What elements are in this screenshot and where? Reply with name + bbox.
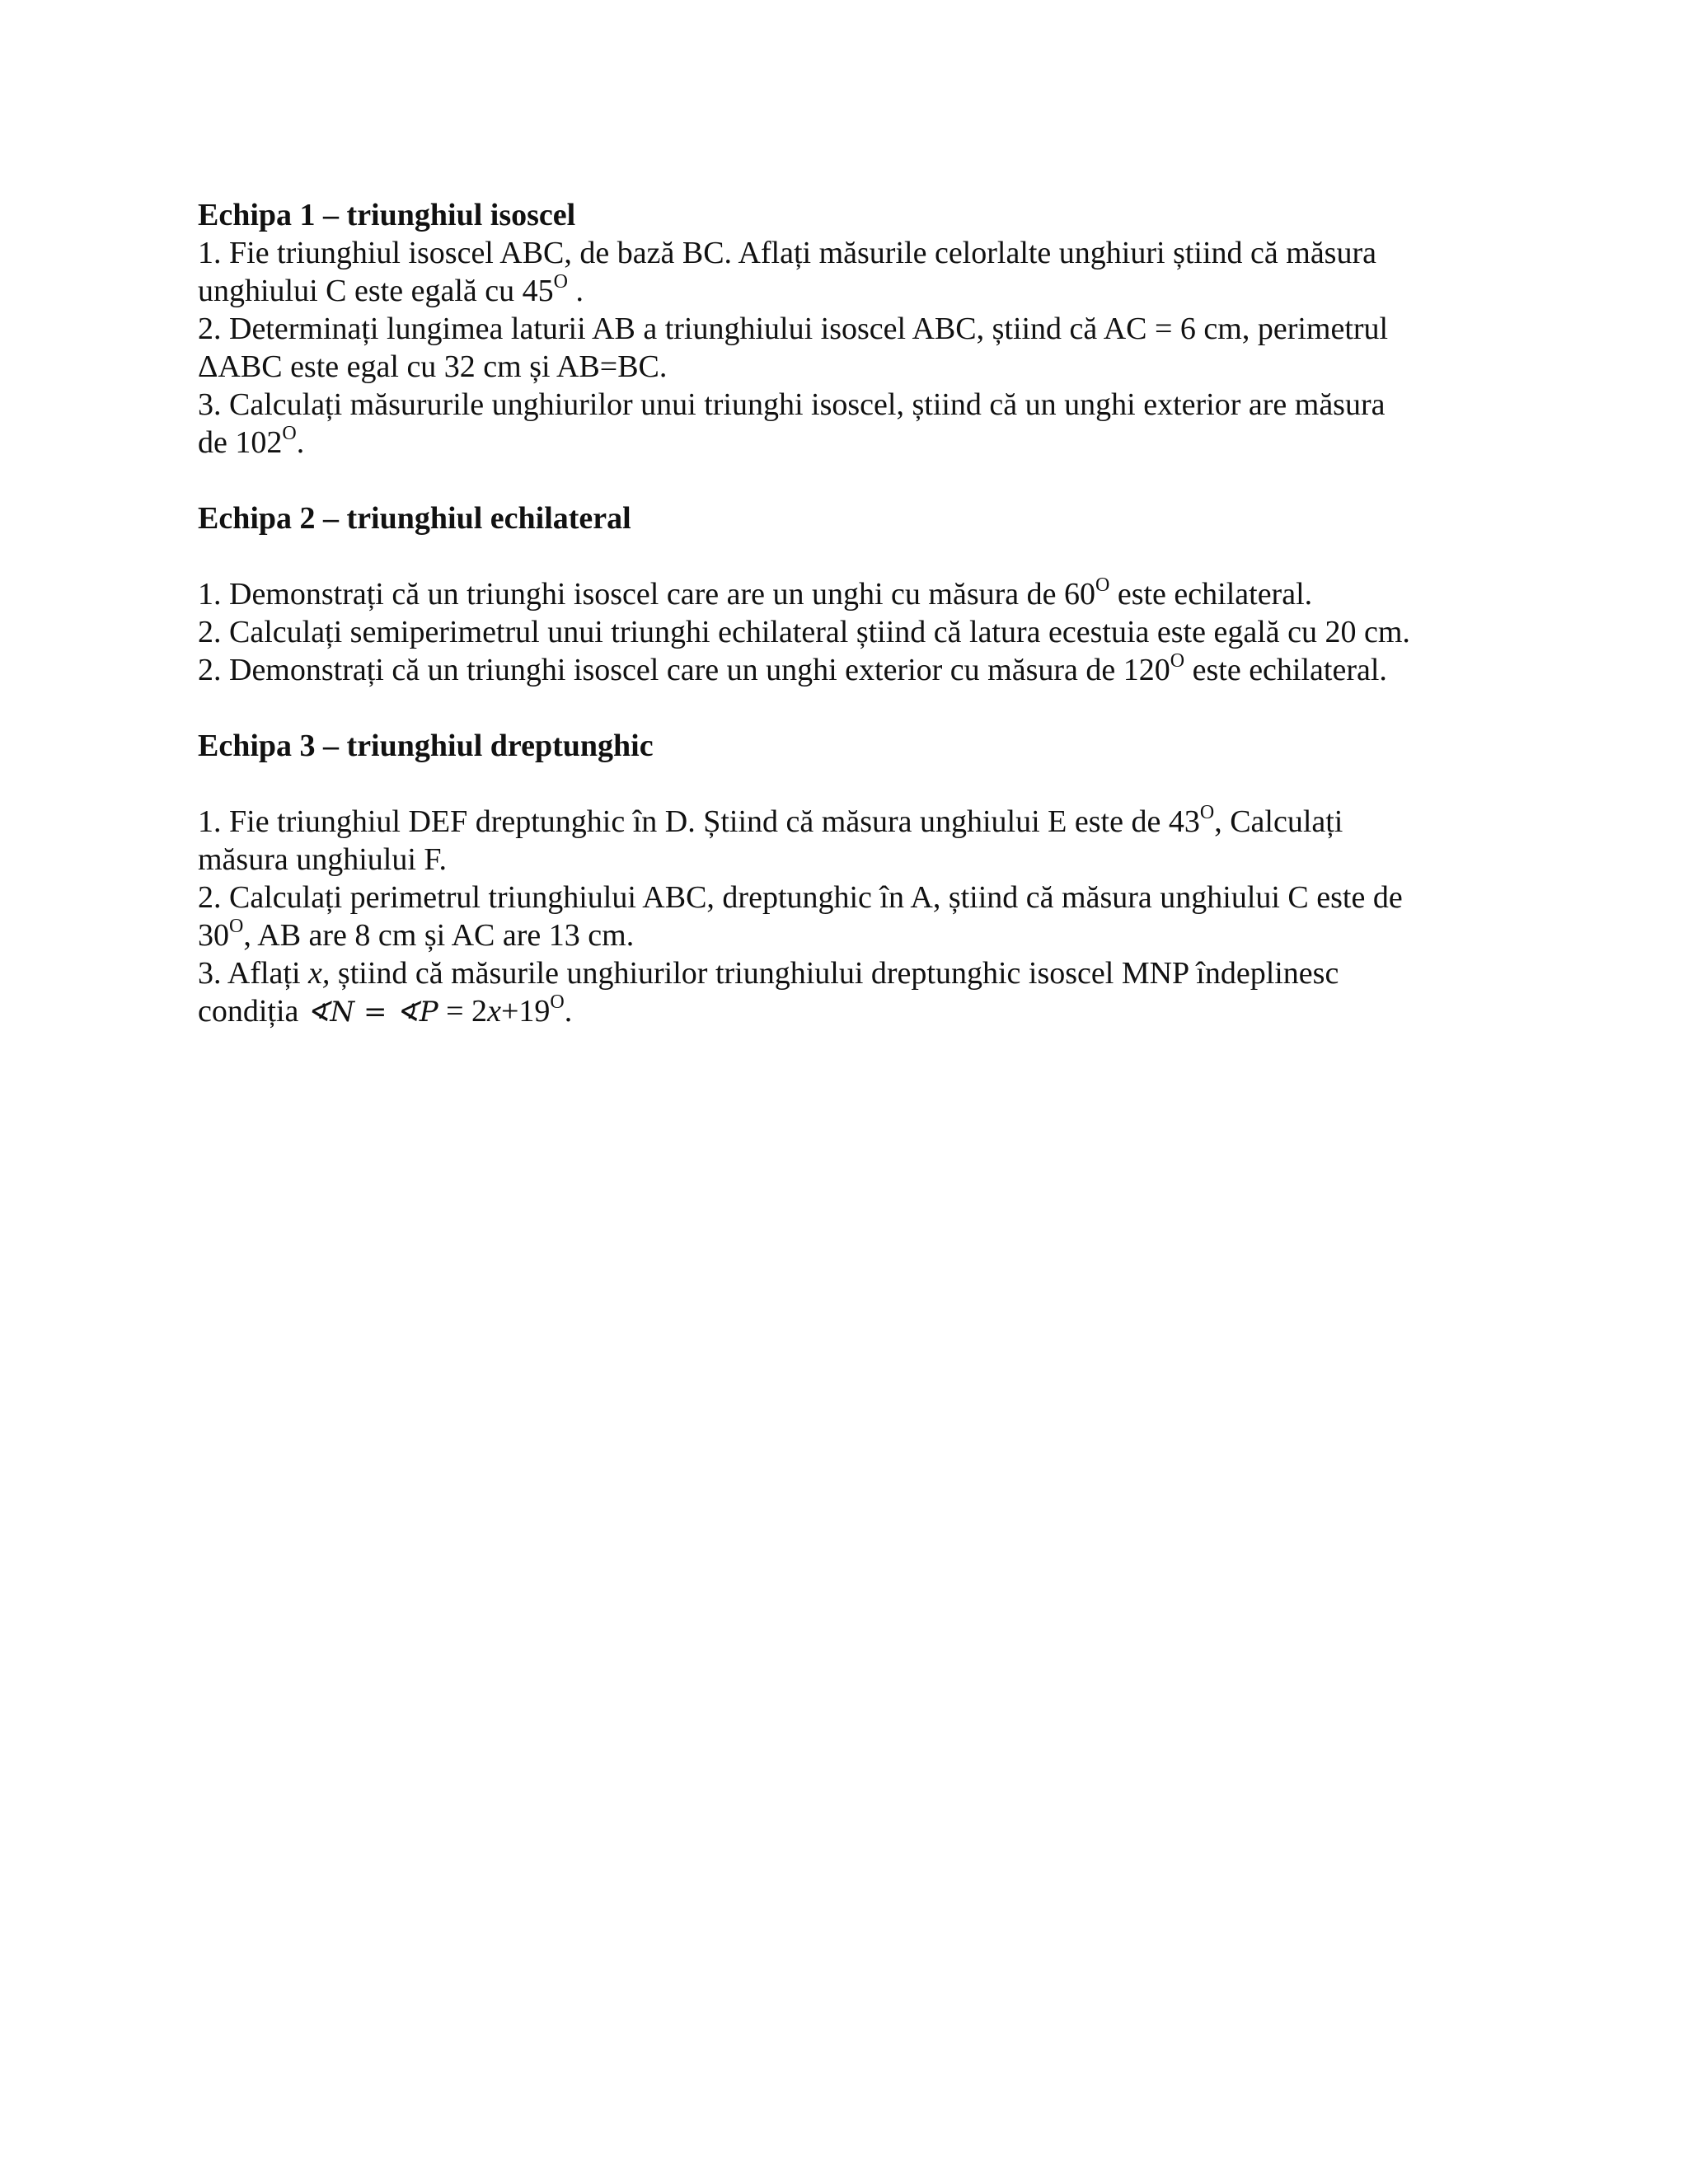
text: = 2: [438, 994, 488, 1029]
question-line: [198, 803, 1500, 841]
document-page: [198, 196, 1500, 1069]
section-title: Echipa 2 – triunghiul echilateral: [198, 501, 631, 536]
degree-mark: O: [1199, 802, 1215, 824]
text: unghiului C este egală cu 45: [198, 274, 554, 308]
text: , Calculați: [1214, 804, 1343, 839]
text: 3. Aflați: [198, 956, 309, 991]
text: este echilateral.: [1184, 653, 1387, 687]
question-line: [198, 424, 1500, 462]
variable-x: x,: [308, 956, 331, 991]
spacer: [198, 537, 1500, 575]
text: 2. Demonstrați că un triunghi isoscel care un unghi exterior cu măsura de 120: [198, 653, 1170, 687]
question-line: [198, 954, 1500, 992]
degree-mark: O: [229, 916, 244, 938]
section-team-3: [198, 727, 1500, 1031]
section-title: Echipa 3 – triunghiul dreptunghic: [198, 729, 654, 763]
text: .: [296, 425, 305, 460]
text: condiția: [198, 994, 307, 1029]
text: , AB are 8 cm și AC are 13 cm.: [243, 918, 635, 953]
text: este echilateral.: [1109, 577, 1313, 612]
section-team-2: [198, 499, 1500, 689]
question-line: [198, 916, 1500, 954]
question-line: ΔABC este egal cu 32 cm și AB=BC.: [198, 349, 668, 384]
text: știind că măsurile unghiurilor triunghiului dreptunghic isoscel MNP îndeplinesc: [330, 956, 1339, 991]
degree-mark: O: [553, 271, 568, 293]
question-line: [198, 651, 1500, 689]
degree-mark: O: [282, 423, 297, 445]
text: 1. Demonstrați că un triunghi isoscel care are un unghi cu măsura de 60: [198, 577, 1095, 612]
question-line: [198, 992, 1500, 1031]
question-line: măsura unghiului F.: [198, 842, 447, 877]
degree-mark: O: [1170, 650, 1185, 673]
question-line: [198, 575, 1500, 613]
degree-mark: O: [550, 991, 565, 1014]
question-line: [198, 272, 1500, 310]
text: 30: [198, 918, 229, 953]
question-line: 2. Calculați perimetrul triunghiului ABC, dreptunghic în A, știind că măsura unghiului C este de: [198, 880, 1403, 915]
text: .: [564, 994, 573, 1029]
text: .: [567, 274, 584, 308]
section-title: Echipa 1 – triunghiul isoscel: [198, 198, 576, 232]
text: de 102: [198, 425, 283, 460]
section-team-1: [198, 196, 1500, 462]
spacer: [198, 765, 1500, 803]
question-line: 1. Fie triunghiul isoscel ABC, de bază BC. Aflați măsurile celorlalte unghiuri știind că măsura: [198, 236, 1376, 270]
degree-mark: O: [1095, 574, 1110, 597]
question-line: 2. Determinați lungimea laturii AB a triunghiului isoscel ABC, știind că AC = 6 cm, perimetrul: [198, 312, 1389, 346]
question-line: 3. Calculați măsururile unghiurilor unui triunghi isoscel, știind că un unghi exterior are măsura: [198, 387, 1386, 422]
text: 1. Fie triunghiul DEF dreptunghic în D. Știind că măsura unghiului E este de 43: [198, 804, 1200, 839]
text: +19: [500, 994, 551, 1029]
question-line: 2. Calculați semiperimetrul unui triunghi echilateral știind că latura ecestuia este egală cu 20 cm.: [198, 615, 1410, 649]
variable-x: x: [487, 994, 501, 1029]
angle-equation: ∢N = ∢P: [306, 996, 438, 1029]
